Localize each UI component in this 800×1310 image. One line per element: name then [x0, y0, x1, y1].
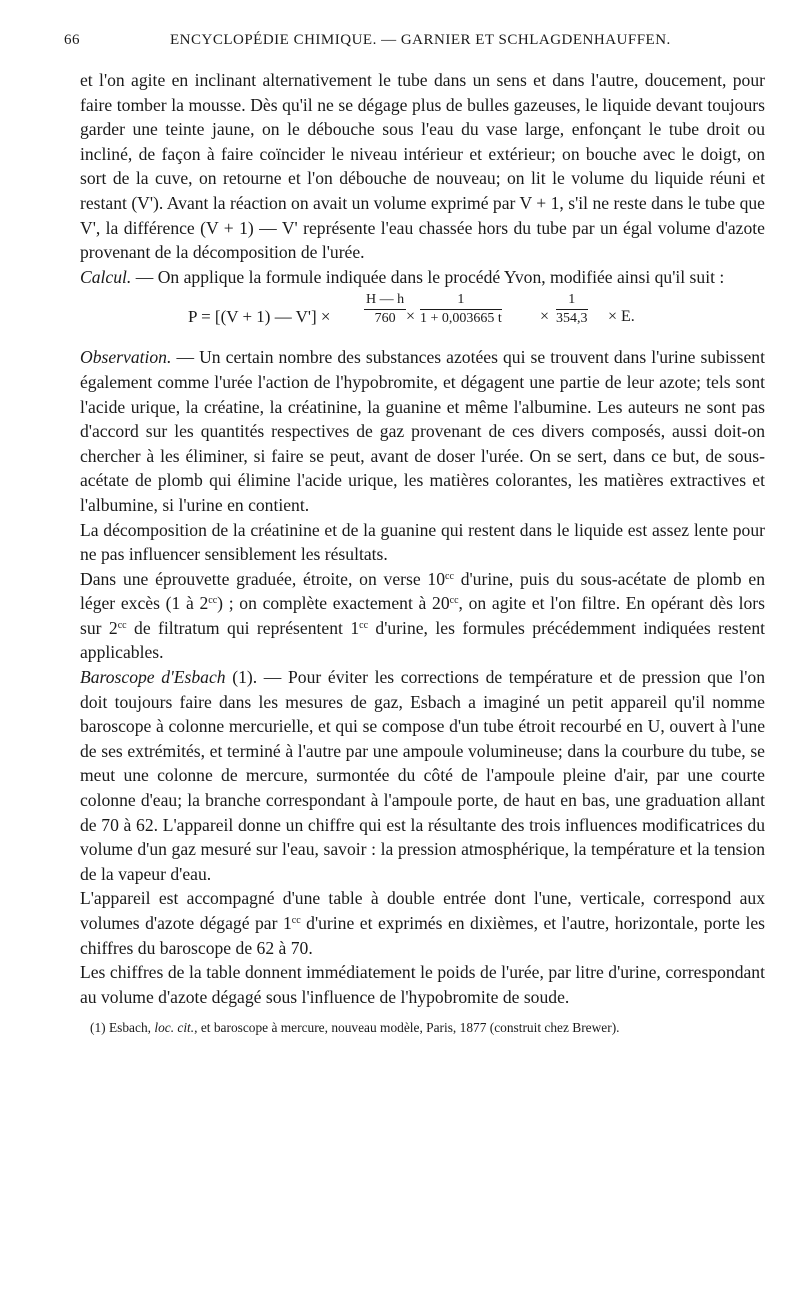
text-run: L'appareil est accompagné d'une table à double entrée dont l'une, verticale, correspond aux volumes d'azote dégagé par 1: [80, 888, 765, 933]
unit-cc: cc: [359, 619, 369, 631]
calcul-label: Calcul.: [80, 266, 132, 287]
page-number: 66: [64, 32, 80, 48]
observation-label: Observation.: [80, 347, 172, 368]
baroscope-text: — Pour éviter les corrections de température et de pression que l'on doit toujours faire dans les mesures de gaz, Esbach a imaginé un petit appareil qu'il nomme baroscope à colonne mercurielle, et qui se compose d'un tube étroit recourbé en U, ouvert à l'une de ses extrémités, et terminé à l'autre par une ampoule volumineuse; dans la courbure du tube, se meut une colonne de mercure, surmontée du côté de l'ampoule pleine d'air, par une courte colonne d'eau; la branche correspondant à l'ampoule porte, de haut en bas, une graduation allant de 70 à 62. L'appareil donne un chiffre qui est la résultante des trois influences modificatrices du volume d'un gaz mesuré sur l'eau, savoir : la pression atmosphérique, la température et la tension de la vapeur d'eau.: [80, 667, 765, 884]
unit-cc: cc: [445, 570, 454, 582]
formula-fraction-constant: [556, 291, 588, 328]
text-run: , on agite et l'on filtre. En opérant dès lors sur 2: [80, 593, 765, 638]
text-run: de filtratum qui représentent 1: [126, 617, 360, 638]
unit-cc: cc: [291, 915, 301, 926]
text-run: d'urine, puis du sous-acétate de plomb en léger excès (1 à 2: [80, 568, 765, 614]
footnote-text: , et baroscope à mercure, nouveau modèle, Paris, 1877 (construit chez Brewer).: [194, 1020, 620, 1036]
unit-cc: cc: [449, 595, 459, 607]
formula-times: ×: [540, 308, 550, 326]
paragraph-calcul: [80, 265, 765, 290]
formula-fraction-temperature: [420, 291, 502, 328]
observation-text: — Un certain nombre des substances azotées qui se trouvent dans l'urine subissent également comme l'urée l'action de l'hypobromite, et dégagent une partie de leur azote; tels sont l'acide urique, la créatine, la créatinine, la guanine et même l'albumine. Les auteurs ne sont pas d'accord sur les quantités respectives de gaz provenant de ces divers composés, aussi doit-on chercher à les éliminer, si faire se peut, avant de doser l'urée. On se sert, dans ce but, de sous-acétate de plomb qui élimine l'acide urique, les matières colorantes, les matières extractives et l'albumine, si l'urine en contient.: [80, 347, 765, 515]
formula-tail: × E.: [608, 308, 635, 326]
paragraph-procedure: et l'on agite en inclinant alternativement le tube dans un sens et dans l'autre, doucement, pour faire tomber la mousse. Dès qu'il ne se dégage plus de bulles gazeuses, le liquide devant toujours garder une teinte jaune, on le débouche sous l'eau du vase large, enfonçant le tube droit ou incliné, de façon à faire coïncider le niveau intérieur et extérieur; on bouche avec le doigt, on sort de la cuve, on retourne et l'on débouche de nouveau; on lit le volume du liquide réuni et restant (V'). Avant la réaction on avait un volume exprimé par V + 1, s'il ne reste dans le tube que V', la différence (V + 1) — V' représente l'eau chassée hors du tube par un égal volume d'azote provenant de la décomposition de l'urée.: [80, 70, 765, 263]
fraction-denominator: 354,3: [556, 311, 588, 327]
baroscope-label: Baroscope d'Esbach: [80, 667, 226, 688]
formula: [80, 291, 765, 345]
fraction-denominator: 1 + 0,003665 t: [420, 311, 502, 327]
formula-fraction-pressure: [364, 291, 406, 328]
fraction-denominator: 760: [374, 311, 396, 327]
calcul-text: — On applique la formule indiquée dans le procédé Yvon, modifiée ainsi qu'il suit :: [131, 266, 725, 287]
fraction-numerator: 1: [420, 291, 502, 310]
text-run: d'urine, les formules précédemment indiquées restent applicables.: [80, 617, 765, 663]
footnote-author: Esbach,: [105, 1020, 155, 1036]
unit-cc: cc: [117, 619, 127, 631]
footnote-loc: loc. cit.: [154, 1020, 195, 1036]
formula-lhs: P = [(V + 1) — V'] ×: [188, 307, 331, 327]
paragraph-eprouvette: [80, 567, 765, 665]
fraction-numerator: 1: [556, 291, 588, 310]
running-title: ENCYCLOPÉDIE CHIMIQUE. — GARNIER ET SCHLAGDENHAUFFEN.: [170, 32, 671, 48]
paragraph-table: [80, 886, 765, 960]
running-header: [64, 28, 765, 54]
document-page: [64, 28, 765, 1037]
text-run: d'urine et exprimés en dixièmes, et l'autre, horizontale, porte les chiffres du baroscope de 62 à 70.: [80, 913, 765, 958]
paragraph-decomposition: La décomposition de la créatinine et de la guanine qui restent dans le liquide est assez lente pour ne pas influencer sensiblement les résultats.: [80, 519, 765, 565]
text-run: ) ; on complète exactement à 20: [217, 593, 450, 614]
formula-times: ×: [406, 308, 416, 326]
fraction-numerator: H — h: [364, 291, 406, 310]
footnote-ref: (1).: [225, 667, 258, 688]
paragraph-baroscope: [80, 665, 765, 886]
unit-cc: cc: [208, 595, 218, 607]
text-run: Dans une éprouvette graduée, étroite, on verse 10: [80, 568, 446, 589]
paragraph-final: Les chiffres de la table donnent immédiatement le poids de l'urée, par litre d'urine, correspondant au volume d'azote dégagé sous l'influence de l'hypobromite de soude.: [80, 962, 765, 1007]
footnote-marker: (1): [90, 1020, 106, 1036]
footnote: [80, 1019, 765, 1037]
body-text: [80, 68, 765, 1009]
paragraph-observation: [80, 345, 765, 517]
